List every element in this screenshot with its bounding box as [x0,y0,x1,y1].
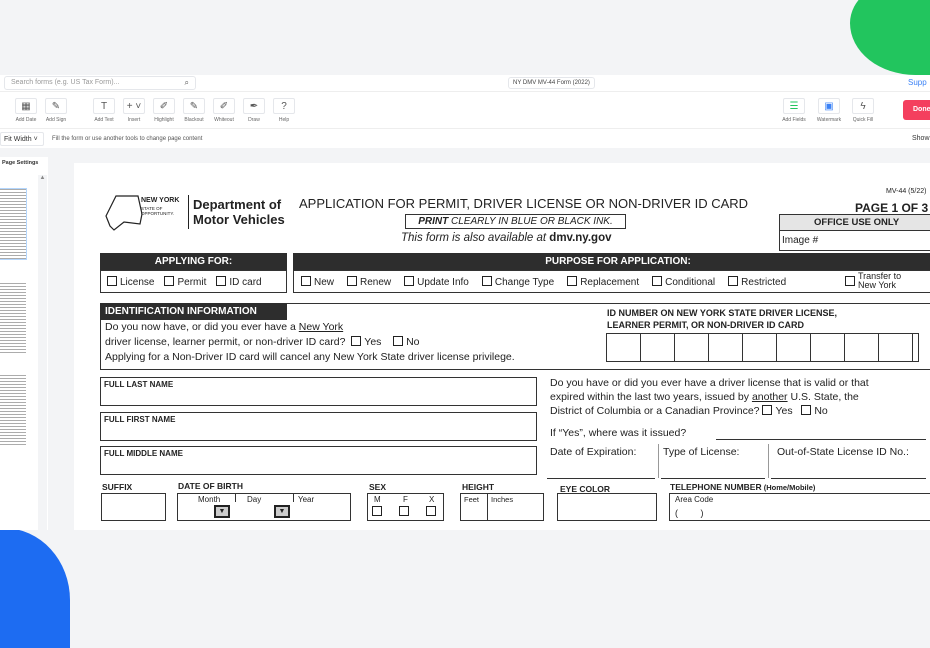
tool-label: Draw [248,117,260,123]
divider [768,444,769,478]
oos-id-input[interactable] [771,478,926,479]
purpose-option[interactable] [728,277,786,288]
show-button[interactable]: Show [912,135,930,142]
option-label: Change Type [494,277,555,288]
tool-blackout[interactable] [179,98,209,123]
license-type-label: Type of License: [663,446,740,458]
tool-help[interactable] [269,98,299,123]
checkbox[interactable] [216,276,226,286]
checkbox[interactable] [164,276,174,286]
transfer-label: New York [858,280,897,290]
x-label: X [429,495,435,504]
page-thumbnail-1[interactable] [0,189,26,259]
toolbar [0,93,930,129]
applying-option[interactable] [216,277,261,288]
form-title: APPLICATION FOR PERMIT, DRIVER LICENSE OR NON-DRIVER ID CARD [299,196,749,211]
no-label: No [814,405,828,417]
height-input[interactable] [460,493,544,521]
dmv-url: dmv.ny.gov [549,232,612,244]
applying-options [107,276,272,288]
purpose-option[interactable] [404,277,469,288]
plus-icon: + ˅ [123,98,145,114]
middle-name-label: FULL MIDDLE NAME [104,449,183,458]
tool-label: Blackout [184,117,204,123]
checkbox[interactable] [728,276,738,286]
first-name-input[interactable] [100,412,537,441]
inches-label: Inches [491,495,514,504]
logo-sub: OPPORTUNITY. [141,211,175,216]
calendar-icon: ▦ [15,98,37,114]
phone-input[interactable] [669,493,930,521]
phone-title: TELEPHONE NUMBER [670,482,762,492]
fields-icon: ☰ [783,98,805,114]
checkbox[interactable] [404,276,414,286]
oos-id-label: Out-of-State License ID No.: [777,446,909,458]
option-label: ID card [229,277,262,288]
month-dropdown-icon[interactable]: ▼ [214,505,230,518]
oos-no-checkbox[interactable] [801,405,811,415]
month-label: Month [198,495,221,504]
female-label: F [403,495,408,504]
id-question-line2 [105,336,420,348]
purpose-transfer[interactable] [845,272,901,290]
checkbox[interactable] [482,276,492,286]
dept-name: Department of [193,197,282,212]
area-code-label: Area Code [675,495,714,504]
middle-name-input[interactable] [100,446,537,475]
phone-label [670,482,815,492]
q-text: expired within the last two years, issued by [550,391,752,403]
id-number-input[interactable] [606,333,919,362]
search-placeholder: Search forms (e.g. US Tax Form)... [11,79,120,86]
decorative-blue-blob [0,528,70,648]
pen-icon: ✒ [243,98,265,114]
phone-sub: (Home/Mobile) [761,483,816,492]
help-icon: ? [273,98,295,114]
zoom-value: Fit Width [4,136,32,143]
last-name-label: FULL LAST NAME [104,380,174,389]
checkbox[interactable] [107,276,117,286]
image-number-label: Image # [782,235,819,246]
sex-label: SEX [369,482,387,492]
oos-question [550,391,859,403]
lightning-icon: ϟ [852,98,874,114]
x-checkbox[interactable] [426,506,436,516]
suffix-label: SUFFIX [102,482,133,492]
divider [487,494,488,521]
tool-add-sign[interactable] [41,98,71,123]
identification-header: IDENTIFICATION INFORMATION [100,303,287,320]
yes-checkbox[interactable] [351,336,361,346]
purpose-option[interactable] [482,277,554,288]
print-bold: PRINT [418,216,449,227]
option-label: Restricted [741,277,787,288]
tool-label: Insert [127,117,141,123]
transfer-label: Transfer to [858,271,902,281]
purpose-option[interactable] [347,277,391,288]
tool-add-text[interactable] [89,98,119,123]
tool-watermark[interactable] [814,98,844,123]
view-bar [0,130,930,148]
logo-sub: STATE OF [141,206,163,211]
oos-yes-checkbox[interactable] [762,405,772,415]
print-rest: CLEARLY IN BLUE OR BLACK INK. [448,216,613,227]
q-text: Do you now have, or did you ever have a [105,321,299,333]
license-type-input[interactable] [661,478,765,479]
option-label: Renew [360,277,392,288]
yes-label: Yes [364,336,382,348]
area-code-parens: ( ) [675,508,704,518]
signature-icon: ✎ [45,98,67,114]
where-issued-input[interactable] [716,439,926,440]
divider [293,494,294,502]
support-link[interactable]: Supp [908,78,927,87]
id-number-label: ID NUMBER ON NEW YORK STATE DRIVER LICENSE, [607,308,838,318]
day-dropdown-icon[interactable]: ▼ [274,505,290,518]
tool-quick-fill[interactable] [848,98,878,123]
expiration-label: Date of Expiration: [550,446,637,458]
q-text: U.S. State, the [787,391,859,403]
sidebar-scrollbar[interactable]: ▲ [38,175,47,530]
page-indicator: PAGE 1 OF 3 [855,201,929,215]
done-button[interactable]: Done [903,100,930,120]
male-checkbox[interactable] [372,506,382,516]
checkbox[interactable] [347,276,357,286]
checkbox[interactable] [301,276,311,286]
search-forms-input[interactable] [4,76,196,90]
height-label: HEIGHT [462,482,495,492]
purpose-options [301,276,786,288]
ny-state-outline-logo [104,194,144,232]
checkbox[interactable] [652,276,662,286]
tool-label: Highlight [154,117,174,123]
checkbox[interactable] [567,276,577,286]
purpose-header: PURPOSE FOR APPLICATION: [293,253,930,270]
tool-insert[interactable] [119,98,149,123]
expiration-input[interactable] [547,478,655,479]
female-checkbox[interactable] [399,506,409,516]
q-text: another [751,391,788,403]
tool-label: Watermark [816,117,842,123]
tool-label: Quick Fill [852,117,874,123]
dob-label: DATE OF BIRTH [178,481,244,491]
office-use-header: OFFICE USE ONLY [780,215,930,231]
purpose-option[interactable] [301,277,334,288]
tool-add-fields[interactable] [779,98,809,123]
page-thumbnail-2[interactable] [0,283,26,353]
zoom-dropdown[interactable] [0,132,44,146]
option-label: Replacement [580,277,640,288]
search-icon[interactable]: ⌕ [184,78,189,87]
availability-text [401,232,612,244]
form-number: MV-44 (5/22) [886,188,927,195]
chevron-down-icon: ˅ [33,136,38,143]
text-icon: T [93,98,115,114]
q-text: District of Columbia or a Canadian Province? [550,405,760,417]
suffix-input[interactable] [101,493,166,521]
tool-label: Add Text [94,117,114,123]
id-warning: Applying for a Non-Driver ID card will cancel any New York State driver license privilege. [105,351,515,363]
print-instruction [405,214,626,229]
divider [658,444,659,478]
page-thumbnail-3[interactable] [0,375,26,445]
year-label: Year [298,495,315,504]
divider [235,494,236,502]
tool-label: Help [278,117,290,123]
highlighter-icon: ✐ [153,98,175,114]
applying-option[interactable] [164,277,206,288]
oos-question: Do you have or did you ever have a driver license that is valid or that [550,377,869,389]
tool-label: Whiteout [214,117,234,123]
no-checkbox[interactable] [393,336,403,346]
option-label: New [314,277,335,288]
tool-highlight[interactable] [149,98,179,123]
purpose-option[interactable] [652,277,715,288]
tool-whiteout[interactable] [209,98,239,123]
blackout-icon: ✎ [183,98,205,114]
applying-option[interactable] [107,277,154,288]
avail-text: This form is also available at [401,232,550,244]
thumbnail-list [0,175,36,530]
first-name-label: FULL FIRST NAME [104,415,176,424]
hint-text: Fill the form or use another tools to change page content [52,136,203,142]
day-label: Day [247,495,262,504]
q-text: driver license, learner permit, or non-driver ID card? [105,336,346,348]
eye-color-input[interactable] [557,493,657,521]
tool-add-date[interactable] [11,98,41,123]
top-bar [0,75,930,92]
eye-color-label: EYE COLOR [560,484,611,494]
watermark-icon: ▣ [818,98,840,114]
sex-options [367,493,444,521]
oos-question [550,405,828,417]
decorative-green-blob [850,0,930,75]
tool-label: Add Sign [45,117,67,123]
option-label: License [120,277,155,288]
purpose-option[interactable] [567,277,639,288]
option-label: Conditional [665,277,716,288]
page-settings-label[interactable]: Page Settings [2,160,39,166]
tool-draw[interactable] [239,98,269,123]
logo-ny-text: NEW YORK [141,197,180,204]
dept-name: Motor Vehicles [193,212,285,227]
tool-label: Add Fields [782,117,806,123]
where-issued-label: If “Yes”, where was it issued? [550,427,687,439]
applying-for-header: APPLYING FOR: [100,253,287,270]
id-number-label: LEARNER PERMIT, OR NON-DRIVER ID CARD [607,320,805,330]
tool-label: Add Date [15,117,37,123]
option-label: Permit [177,277,207,288]
last-name-input[interactable] [100,377,537,406]
q-text-ny: New York [298,321,344,333]
eraser-icon: ✐ [213,98,235,114]
dob-input[interactable] [177,493,351,521]
id-question-line1 [105,321,343,333]
male-label: M [374,495,381,504]
logo-divider [188,195,189,229]
document-title: NY DMV MV-44 Form (2022) [508,77,595,89]
option-label: Update Info [417,277,469,288]
yes-label: Yes [775,405,793,417]
office-use-box [779,214,930,251]
feet-label: Feet [464,495,480,504]
no-label: No [406,336,420,348]
